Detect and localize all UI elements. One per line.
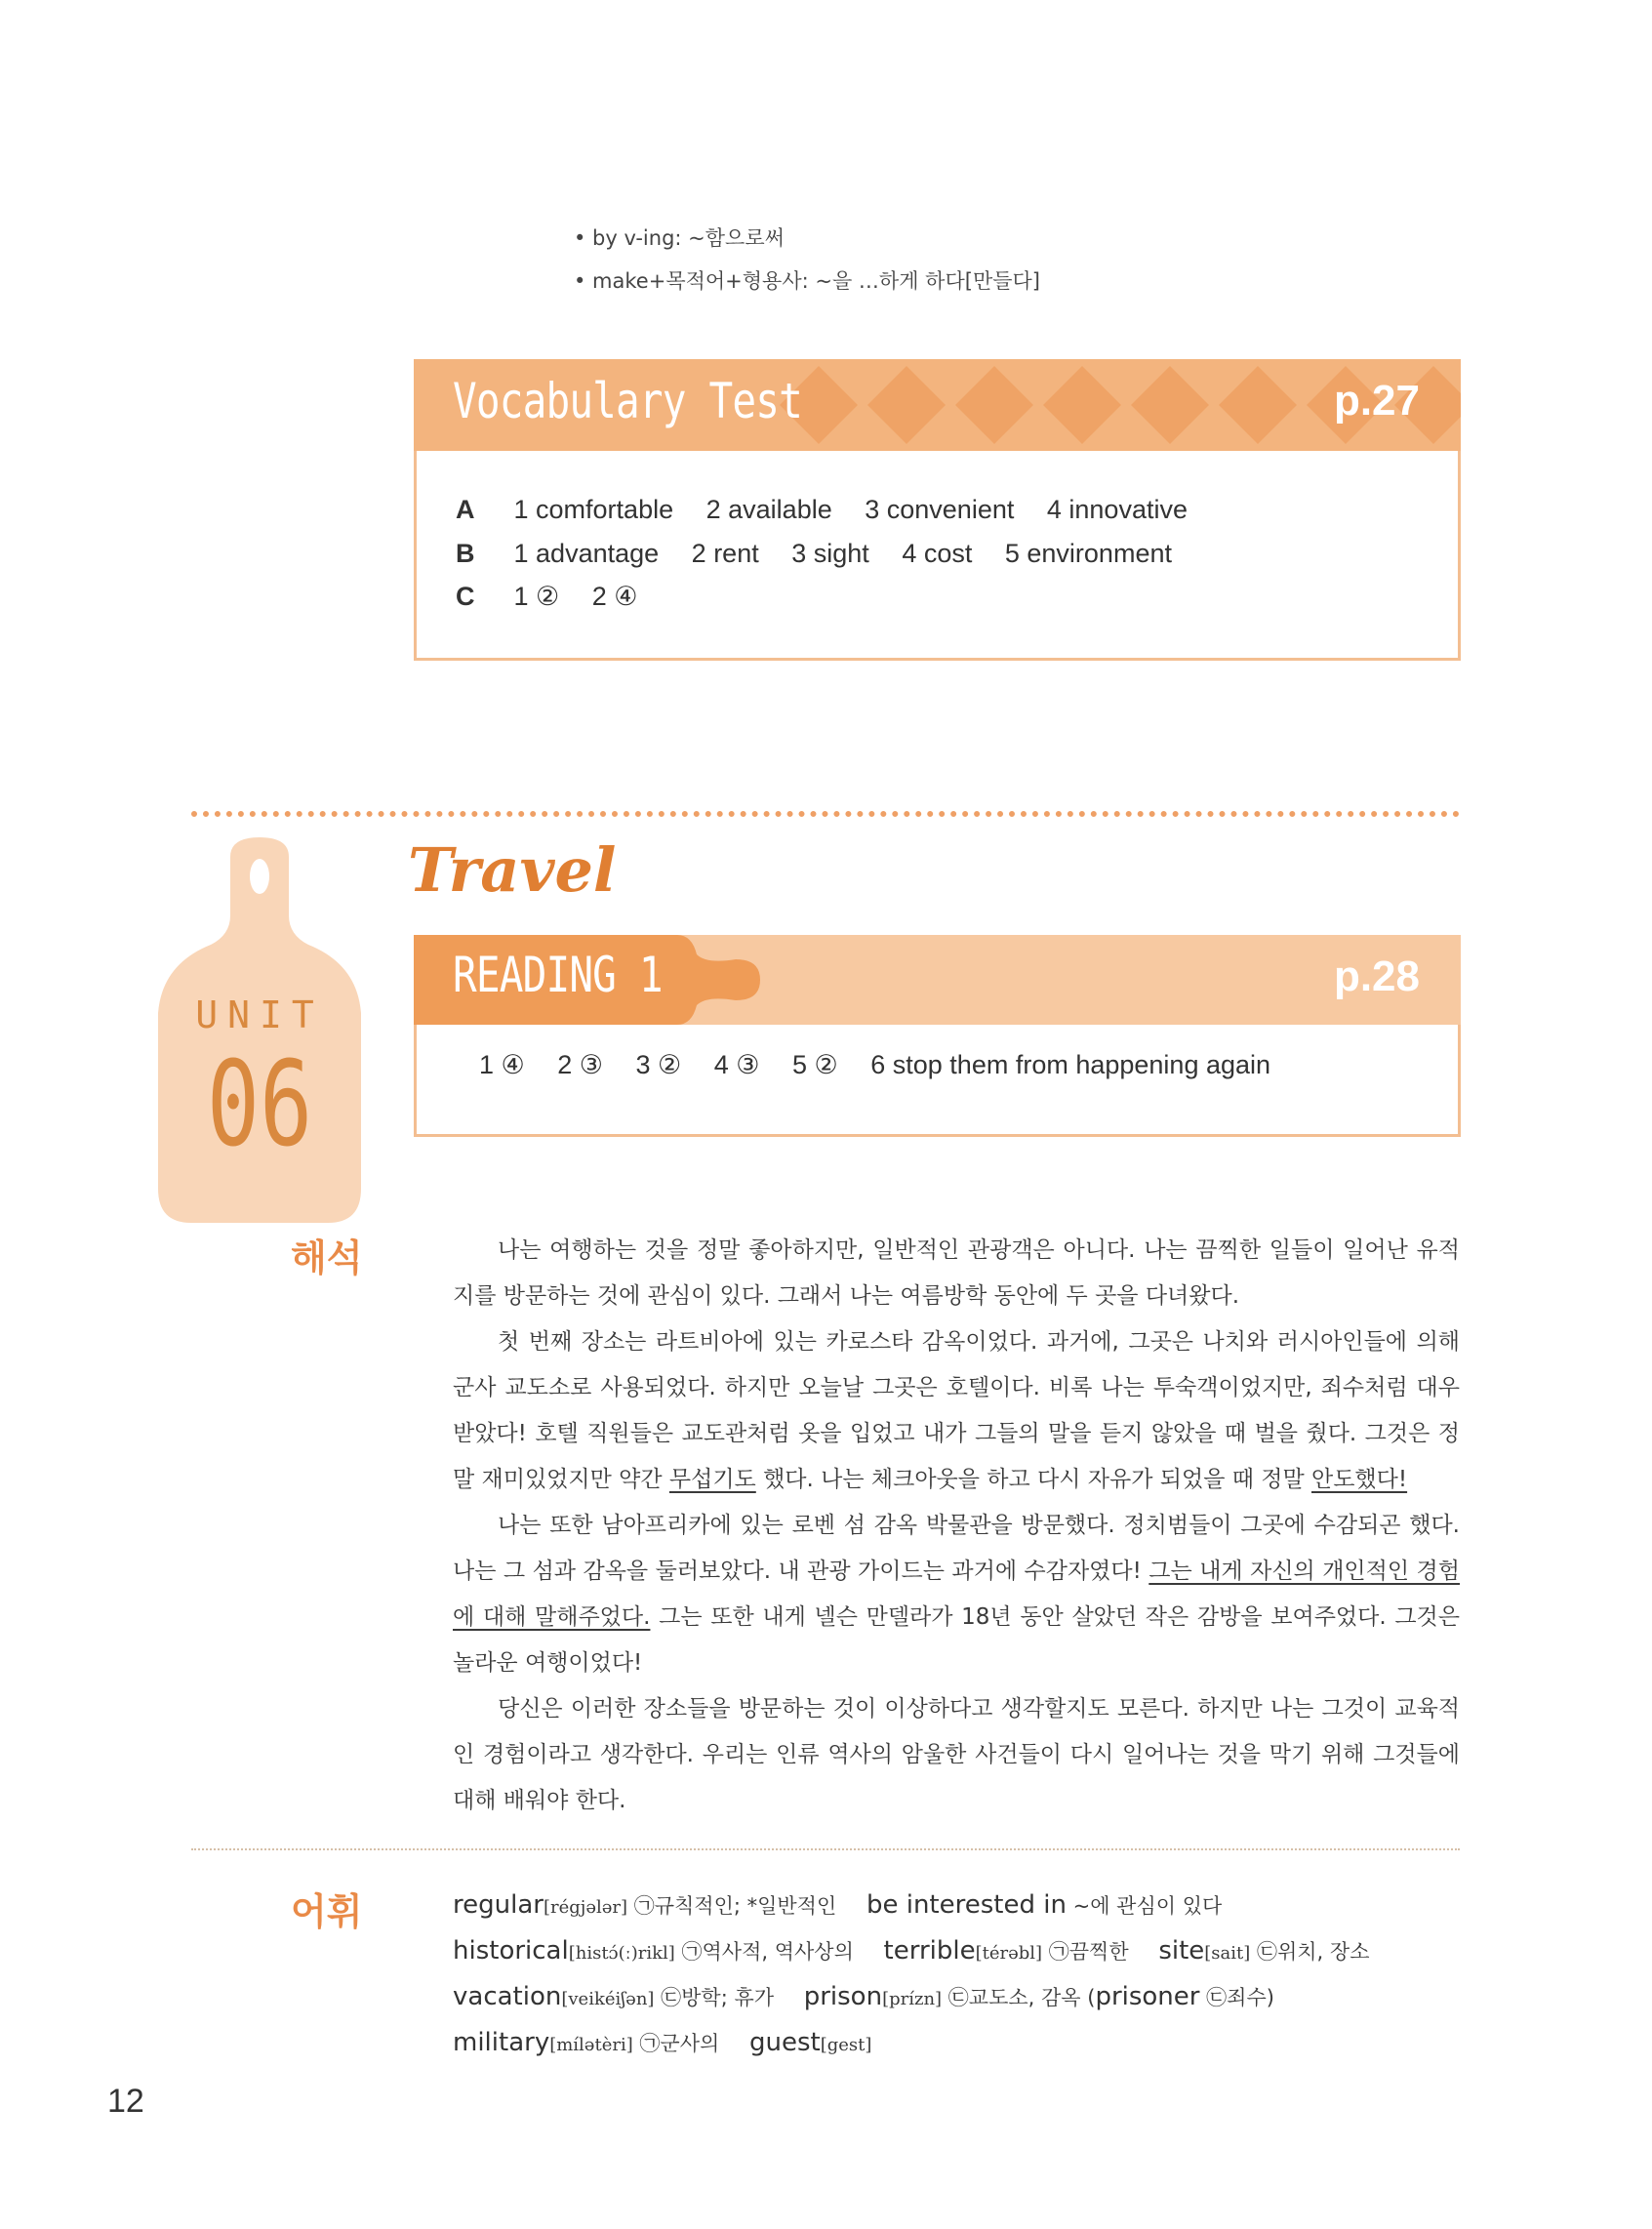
vocab-meaning: ㉢방학; 휴가 — [661, 1986, 775, 2009]
vocab-meaning: ㉢위치, 장소 — [1256, 1940, 1370, 1964]
vocab-word: military — [453, 2028, 550, 2057]
text-run: 그는 또한 내게 넬슨 만델라가 18년 동안 살았던 작은 감방을 보여주었다. 그것은 놀라운 여행이었다! — [453, 1604, 1460, 1676]
vocab-meaning: ㉢교도소, 감옥 ( — [947, 1986, 1096, 2009]
answer-item: 6 stop them from happening again — [870, 1050, 1271, 1079]
vocab-word: vacation — [453, 1982, 562, 2011]
vocab-pronunciation: [histɔ́(ː)rikl] — [568, 1943, 675, 1964]
translation-label: 해석 — [291, 1236, 363, 1279]
vocab-meaning: ~에 관심이 있다 — [1072, 1894, 1223, 1918]
reading-header — [414, 935, 1461, 1025]
row-label: B — [456, 539, 475, 568]
vocab-word: terrible — [883, 1936, 976, 1966]
note-line: • make+목적어+형용사: ~을 …하게 하다[만들다] — [574, 269, 1040, 293]
vocab-row-a — [456, 495, 1213, 525]
vocab-word: site — [1158, 1936, 1205, 1966]
vocab-word: historical — [453, 1936, 569, 1966]
answer-item: 2 ③ — [557, 1050, 603, 1079]
unit-label: UNIT — [195, 993, 324, 1036]
unit-number: 06 — [206, 1037, 313, 1173]
reading-title: READING 1 — [453, 947, 663, 1003]
vocab-pronunciation: [sait] — [1204, 1943, 1251, 1964]
text-run: 했다. 나는 체크아웃을 하고 다시 자유가 되었을 때 정말 — [755, 1467, 1311, 1492]
answer-item: 4 ③ — [713, 1050, 760, 1079]
text-run: 첫 번째 장소는 라트비아에 있는 카로스타 감옥이었다. 과거에, 그곳은 나치와 러시아인들에 의해 군사 교도소로 사용되었다. 하지만 오늘날 그곳은 호텔이다. 비록 나는 투숙객이었지만, 죄수처럼 대우받았다! 호텔 직원들은 교도관처럼 옷을 입었고 내가 그들의 말을 듣지 않았을 때 벌을 줬다. 그것은 정말 재미있었지만 약간 — [453, 1329, 1460, 1492]
underlined-phrase: 무섭기도 — [668, 1467, 756, 1492]
reading-answers — [479, 1050, 1296, 1080]
answer-item: 2 available — [705, 495, 832, 524]
vocab-pronunciation: [prízn] — [882, 1989, 943, 2009]
answer-item: 2 ④ — [591, 582, 638, 611]
vocab-word: prison — [803, 1982, 883, 2011]
vocab-word: be interested in — [866, 1890, 1067, 1920]
vocab-meaning: ㉠역사적, 역사상의 — [681, 1940, 854, 1964]
answer-item: 4 innovative — [1046, 495, 1188, 524]
vocab-row-b — [456, 539, 1197, 569]
grammar-notes — [574, 217, 1040, 303]
unit-tag — [152, 837, 367, 1228]
vocab-pronunciation: [mílətèri] — [549, 2035, 633, 2055]
translation-paragraph: 나는 여행하는 것을 정말 좋아하지만, 일반적인 관광객은 아니다. 나는 끔찍한 일들이 일어난 유적지를 방문하는 것에 관심이 있다. 그래서 나는 여름방학 동안에 두 곳을 다녀왔다. — [453, 1237, 1460, 1309]
answer-item: 3 convenient — [865, 495, 1015, 524]
answer-item: 3 sight — [791, 539, 869, 568]
answer-item: 1 advantage — [513, 539, 660, 568]
underlined-phrase: 안도했다! — [1311, 1467, 1408, 1492]
answer-item: 1 comfortable — [513, 495, 674, 524]
translation-paragraph — [453, 1503, 1460, 1686]
note-line: • by v-ing: ~함으로써 — [574, 226, 785, 250]
vocab-meaning: ㉢죄수) — [1206, 1986, 1274, 2009]
text-run: 나는 또한 남아프리카에 있는 로벤 섬 감옥 박물관을 방문했다. 정치범들이 그곳에 수감되곤 했다. 나는 그 섬과 감옥을 둘러보았다. 내 관광 가이드는 과거에 수감자였다! — [453, 1513, 1460, 1584]
vocab-word: prisoner — [1095, 1982, 1200, 2011]
vocab-list — [453, 1884, 1468, 2067]
reading-box — [414, 935, 1461, 1137]
answer-item: 1 ④ — [479, 1050, 525, 1079]
translation-paragraph: 당신은 이러한 장소들을 방문하는 것이 이상하다고 생각할지도 모른다. 하지만 나는 그것이 교육적인 경험이라고 생각한다. 우리는 인류 역사의 암울한 사건들이 다시 일어나는 것을 막기 위해 그것들에 대해 배워야 한다. — [453, 1696, 1460, 1813]
vocab-meaning: ㉠군사의 — [639, 2032, 720, 2055]
vocab-pronunciation: [régjələr] — [543, 1897, 628, 1918]
translation-text — [453, 1228, 1460, 1824]
underlined-phrase: 그는 내게 자신의 개인적인 경험에 대해 말해주었다. — [453, 1559, 1460, 1630]
section-divider — [191, 811, 1460, 817]
page-number: 12 — [107, 2083, 144, 2120]
vocab-word: guest — [748, 2028, 821, 2057]
vocab-word: regular — [453, 1890, 544, 1920]
topic-title: Travel — [408, 834, 617, 906]
row-label: C — [456, 582, 475, 611]
vocabulary-test-box — [414, 359, 1461, 661]
answer-item: 1 ② — [513, 582, 560, 611]
vocab-pronunciation: [gest] — [820, 2035, 872, 2055]
vocab-pronunciation: [térəbl] — [975, 1943, 1043, 1964]
vocab-meaning: ㉠끔찍한 — [1048, 1940, 1129, 1964]
answer-item: 3 ② — [635, 1050, 682, 1079]
answer-item: 4 cost — [902, 539, 973, 568]
row-label: A — [456, 495, 475, 524]
vocab-label: 어휘 — [291, 1890, 363, 1933]
translation-paragraph — [453, 1319, 1460, 1503]
vocabulary-test-page: p.27 — [1333, 377, 1420, 425]
answer-item: 5 ② — [792, 1050, 838, 1079]
vocabulary-test-header — [414, 359, 1461, 451]
vocab-pronunciation: [veikéiʃən] — [561, 1989, 655, 2009]
section-rule — [191, 1848, 1460, 1850]
reading-page: p.28 — [1333, 952, 1420, 1000]
answer-item: 2 rent — [691, 539, 759, 568]
vocab-meaning: ㉠규칙적인; *일반적인 — [633, 1894, 837, 1918]
vocabulary-test-title: Vocabulary Test — [453, 373, 802, 429]
answer-item: 5 environment — [1004, 539, 1172, 568]
vocab-row-c — [456, 582, 664, 612]
